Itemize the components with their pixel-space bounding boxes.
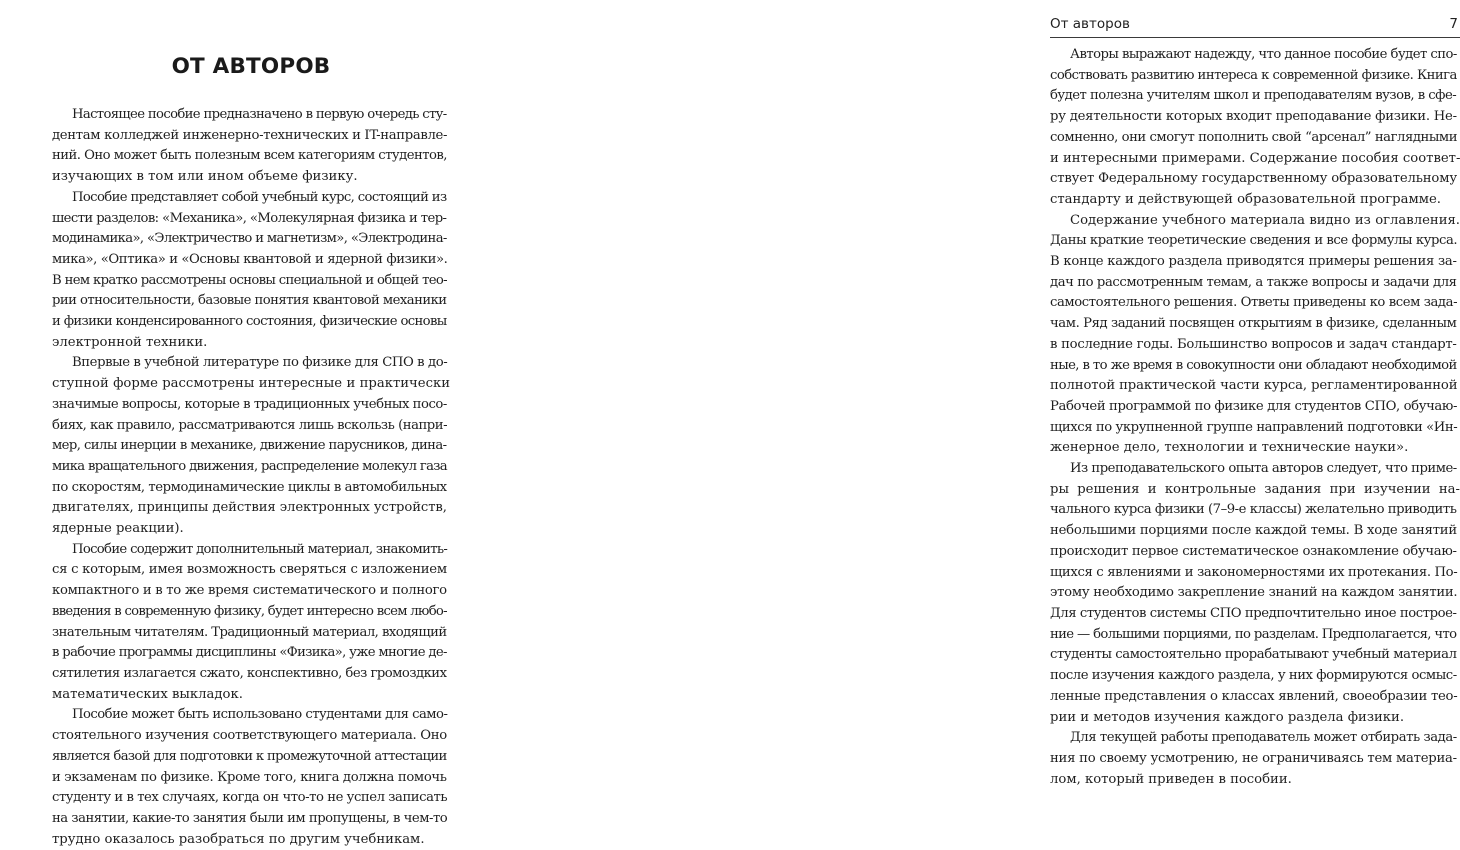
text-line: ний. Оно может быть полезным всем категориям студентов, xyxy=(52,148,447,164)
text-line: мика», «Оптика» и «Основы квантовой и ядерной физики». xyxy=(52,251,448,267)
text-line: щихся по укрупненной группе направлений подготовки «Ин- xyxy=(1050,419,1458,435)
right-page-text xyxy=(1050,45,1460,790)
paragraph xyxy=(52,188,450,354)
text-line: щихся с явлениями и закономерностями их протекания. По- xyxy=(1050,564,1458,580)
text-line: рии относительности, базовые понятия квантовой механики xyxy=(52,293,447,309)
text-line: Настоящее пособие предназначено в первую очередь сту- xyxy=(72,107,447,122)
text-line: ния по своему усмотрению, не ограничиваясь тем материа- xyxy=(1050,750,1457,766)
text-line: этому необходимо закрепление знаний на каждом занятии. xyxy=(1050,585,1458,601)
text-line: ние — большими порциями, по разделам. Предполагается, что xyxy=(1050,626,1457,642)
text-line: по скоростям, термодинамические циклы в автомобильных xyxy=(52,479,447,495)
text-line: Рабочей программой по физике для студентов СПО, обучаю- xyxy=(1050,398,1458,414)
chapter-title: ОТ АВТОРОВ xyxy=(171,54,331,79)
paragraph xyxy=(52,540,450,706)
text-line: самостоятельного решения. Ответы приведены ко всем зада- xyxy=(1050,295,1458,311)
text-line: на занятии, какие-то занятия были им пропущены, в чем-то xyxy=(52,810,448,826)
text-line: студенту и в тех случаях, когда он что-то не успел записать xyxy=(52,790,448,806)
text-line: биях, как правило, рассматриваются лишь вскользь (напри- xyxy=(52,417,448,433)
text-line: введения в современную физику, будет интересно всем любо- xyxy=(52,603,447,619)
text-line: в последние годы. Большинство вопросов и задач стандарт- xyxy=(1050,336,1457,352)
text-line: дентам колледжей инженерно-технических и IT-направле- xyxy=(52,127,448,143)
text-line: чам. Ряд заданий посвящен открытиям в физике, сделанным xyxy=(1050,316,1457,332)
text-line: после изучения каждого раздела, у них формируются осмыс- xyxy=(1050,668,1457,684)
paragraph xyxy=(1050,459,1460,728)
text-line: лом, который приведен в пособии. xyxy=(1050,771,1292,787)
paragraph xyxy=(1050,728,1460,790)
paragraph xyxy=(1050,45,1460,211)
text-line: и интересными примерами. Содержание пособия соответ- xyxy=(1050,150,1460,166)
page-number: 7 xyxy=(1449,16,1458,32)
text-line: Пособие может быть использовано студентами для само- xyxy=(72,707,448,723)
text-line: трудно оказалось разобраться по другим учебникам. xyxy=(52,831,425,847)
text-line: Для студентов системы СПО предпочтительно иное построе- xyxy=(1050,605,1457,621)
paragraph xyxy=(52,353,450,539)
text-line: ные, в то же время в совокупности они обладают необходимой xyxy=(1050,357,1457,373)
text-line: двигателях, принципы действия электронных устройств, xyxy=(52,500,447,516)
text-line: знательным читателям. Традиционный материал, входящий xyxy=(52,624,447,640)
text-line: Даны краткие теоретические сведения и все формулы курса. xyxy=(1050,233,1458,249)
paragraph xyxy=(1050,211,1460,459)
paragraph xyxy=(52,705,450,850)
text-line: ступной форме рассмотрены интересные и практически xyxy=(52,376,450,392)
text-line: собствовать развитию интереса к современной физике. Книга xyxy=(1050,67,1457,83)
text-line: рии и методов изучения каждого раздела физики. xyxy=(1050,709,1405,725)
text-line: сятилетия излагается сжато, конспективно, без громоздких xyxy=(52,665,447,681)
running-head xyxy=(1050,13,1460,38)
text-line: стоятельного изучения соответствующего материала. Оно xyxy=(52,728,447,744)
text-line: ленные представления о классах явлений, своеобразии тео- xyxy=(1050,688,1458,704)
text-line: небольшими порциями после каждой темы. В ходе занятий xyxy=(1050,523,1457,539)
left-page xyxy=(0,0,500,847)
running-head-title: От авторов xyxy=(1050,16,1130,32)
text-line: Авторы выражают надежду, что данное пособие будет спо- xyxy=(1070,47,1457,62)
text-line: сомненно, они смогут пополнить свой “арсенал” наглядными xyxy=(1050,129,1458,145)
text-line: значимые вопросы, которые в традиционных учебных посо- xyxy=(52,396,447,412)
text-line: ры решения и контрольные задания при изучении на- xyxy=(1050,481,1460,497)
text-line: мер, силы инерции в механике, движение парусников, дина- xyxy=(52,438,447,454)
text-line: является базой для подготовки к промежуточной аттестации xyxy=(52,748,447,764)
text-line: Для текущей работы преподаватель может отбирать зада- xyxy=(1070,730,1457,746)
text-line: электронной техники. xyxy=(52,334,208,350)
left-page-text xyxy=(52,105,450,850)
text-line: дач по рассмотренным темам, а также вопросы и задачи для xyxy=(1050,274,1457,290)
paragraph xyxy=(52,105,450,188)
text-line: женерное дело, технологии и технические науки». xyxy=(1050,440,1409,456)
text-line: Из преподавательского опыта авторов следует, что приме- xyxy=(1070,461,1457,477)
text-line: происходит первое систематическое ознакомление обучаю- xyxy=(1050,543,1457,559)
text-line: Содержание учебного материала видно из оглавления. xyxy=(1070,212,1460,228)
text-line: полнотой практической части курса, регламентированной xyxy=(1050,378,1458,394)
text-line: шести разделов: «Механика», «Молекулярная физика и тер- xyxy=(52,210,447,226)
text-line: стандарту и действующей образовательной программе. xyxy=(1050,191,1441,207)
text-line: чального курса физики (7–9-е классы) желательно приводить xyxy=(1050,502,1457,518)
text-line: ствует Федеральному государственному образовательному xyxy=(1050,171,1457,187)
right-page xyxy=(500,0,1460,787)
text-line: модинамика», «Электричество и магнетизм», «Электродина- xyxy=(52,231,447,247)
text-line: студенты самостоятельно прорабатывают учебный материал xyxy=(1050,647,1457,663)
text-line: ся с которым, имея возможность сверяться с изложением xyxy=(52,562,447,578)
text-line: В конце каждого раздела приводятся примеры решения за- xyxy=(1050,254,1457,270)
text-line: компактного и в то же время систематического и полного xyxy=(52,583,447,599)
text-line: и физики конденсированного состояния, физические основы xyxy=(52,314,447,330)
text-line: В нем кратко рассмотрены основы специальной и общей тео- xyxy=(52,272,447,288)
text-line: в рабочие программы дисциплины «Физика», уже многие де- xyxy=(52,645,447,661)
text-line: будет полезна учителям школ и преподавателям вузов, в сфе- xyxy=(1050,88,1457,104)
text-line: Пособие представляет собой учебный курс, состоящий из xyxy=(72,189,447,205)
text-line: мика вращательного движения, распределение молекул газа xyxy=(52,458,448,474)
text-line: и экзаменам по физике. Кроме того, книга должна помочь xyxy=(52,769,447,785)
text-line: ру деятельности которых входит преподавание физики. Не- xyxy=(1050,109,1457,125)
text-line: изучающих в том или ином объеме физику. xyxy=(52,169,358,185)
text-line: математических выкладок. xyxy=(52,686,243,702)
text-line: ядерные реакции). xyxy=(52,521,184,537)
text-line: Пособие содержит дополнительный материал, знакомить- xyxy=(72,541,448,557)
text-line: Впервые в учебной литературе по физике для СПО в до- xyxy=(72,355,448,371)
